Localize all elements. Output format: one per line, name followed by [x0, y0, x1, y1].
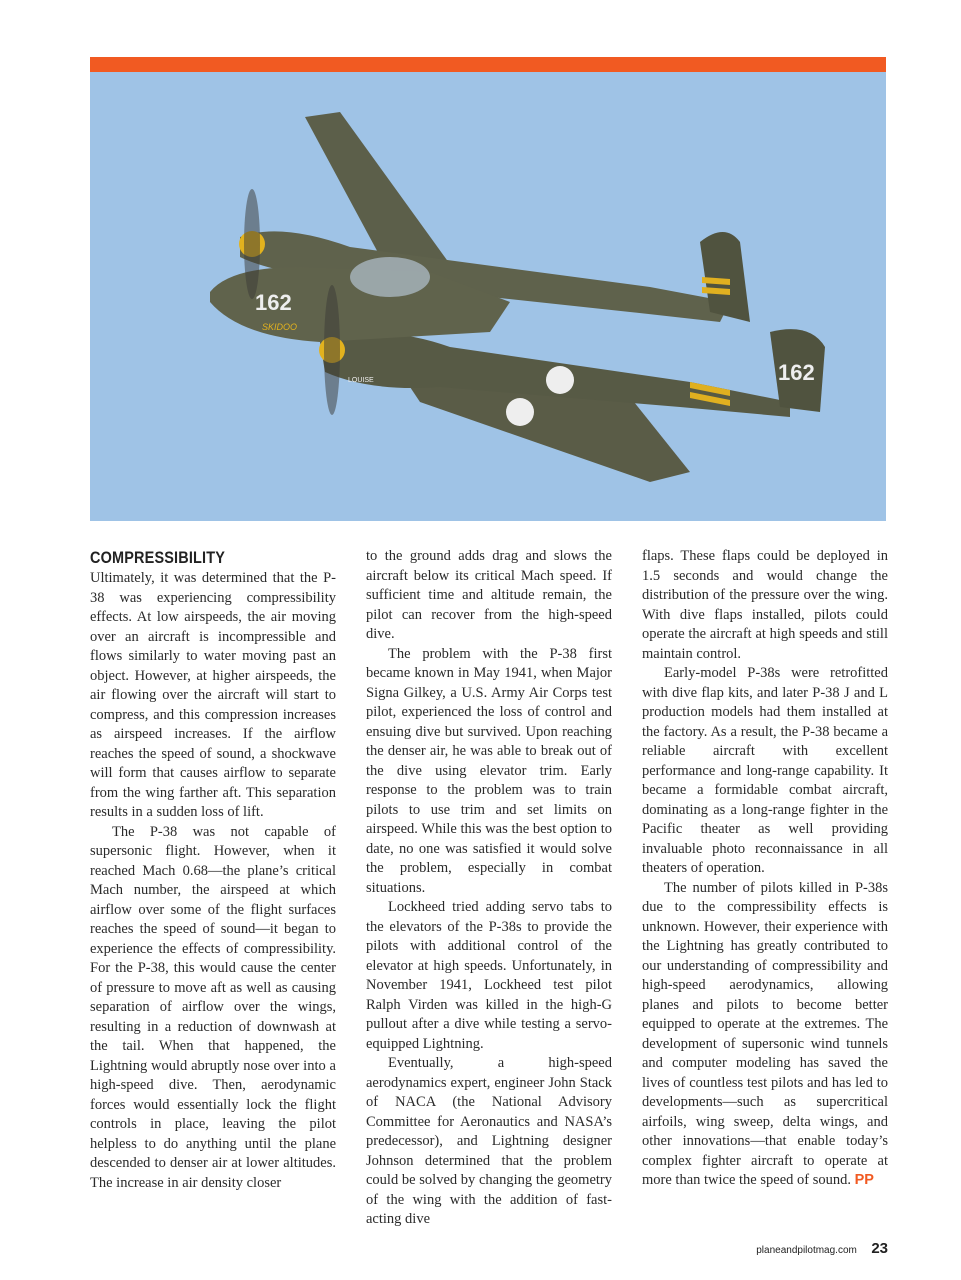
nose-number: 162: [255, 290, 292, 315]
paragraph: The problem with the P-38 first became known in May 1941, when Major Signa Gilkey, a U.S. Army Air Corps test pilot, experienced the loss of control and ensuing dive but survived. Upon reaching the denser air, he was able to break out of the dive using elevator trim. Early response to the problem was to train pilots to use trim and set limits on airspeed. While this was the best option to date, no one was satisfied it would solve the problem, especially in combat situations.: [366, 645, 612, 896]
end-mark: PP: [854, 1172, 874, 1188]
paragraph: Early-model P-38s were retrofitted with dive flap kits, and later P-38 J and L production models had them installed at the factory. As a result, the P-38 became a reliable aircraft with excellent performance and long-range capability. It became a formidable combat aircraft, dominating as a long-range fighter in the Pacific theater as well providing invaluable photo reconnaissance in all theaters of operation.: [642, 665, 888, 876]
nacelle-name: LOUISE: [348, 377, 374, 384]
tail-number: 162: [778, 360, 815, 385]
website-url: planeandpilotmag.com: [756, 1245, 857, 1256]
page-footer: [756, 1240, 888, 1258]
text-column-1: [90, 547, 336, 1193]
page-number: 23: [871, 1240, 888, 1257]
paragraph: The P-38 was not capable of supersonic flight. However, when it reached Mach 0.68—the plane’s critical Mach number, the airspeed at which airflow over some of the flight surfaces reaches the speed of sound—it began to experience the effects of compressibility. For the P-38, this would cause the center of pressure to move aft as well as causing separation of airflow over the wings, resulting in a reduction of downwash at the tail. When that happened, the Lightning would abruptly nose over into a high-speed dive. Then, aerodynamic forces would essentially lock the flight controls in place, leaving the pilot helpless to do anything until the plane descended to denser air at lower altitudes. The increase in air density closer: [90, 823, 336, 1191]
text-column-3: [642, 547, 888, 1191]
paragraph: to the ground adds drag and slows the aircraft below its critical Mach speed. If sufficient time and altitude remain, the pilot can recover from the high-speed dive.: [366, 548, 612, 642]
p38-lightning-photo: [90, 72, 886, 521]
paragraph: Eventually, a high-speed aerodynamics expert, engineer John Stack of NACA (the National Advisory Committee for Aeronautics and NASA’s predecessor), and Lightning designer Johnson determined that the problem could be solved by changing the geometry of the wing with the addition of fast-acting dive: [366, 1055, 612, 1227]
paragraph: Lockheed tried adding servo tabs to the elevators of the P-38s to provide the pilots with additional control of the elevator at high speeds. Unfortunately, in November 1941, Lockheed test pilot Ralph Virden was killed in the high-G pullout after a dive while testing a servo-equipped Lightning.: [366, 899, 612, 1052]
paragraph: Ultimately, it was determined that the P-38 was experiencing compressibility effects. At low airspeeds, the air moving over an aircraft is incompressible and flows similarly to water moving past an object. However, at higher airspeeds, the air flowing over the aircraft will start to compress, and this compression increases as airspeed increases. If the airflow reaches the speed of sound, a shockwave will form that causes airflow to separate from the wing farther aft. This separation results in a sudden loss of lift.: [90, 570, 336, 820]
paragraph-final: [642, 879, 888, 1191]
nose-art-name: SKIDOO: [262, 322, 298, 332]
section-heading: COMPRESSIBILITY: [90, 548, 226, 567]
paragraph-text: The number of pilots killed in P-38s due to the compressibility effects is unknown. However, their experience with the Lightning has greatly contributed to our understanding of compressibility and high-speed aerodynamics, allowing planes and pilots to become better equipped to operate at the extremes. The development of supersonic wind tunnels and computer modeling has saved the lives of countless test pilots and has led to developments—such as supercritical airfoils, wing sweep, delta wings, and other innovations—that enable today’s complex fighter aircraft to operate at more than twice the speed of sound.: [642, 879, 888, 1188]
paragraph: flaps. These flaps could be deployed in 1.5 seconds and would change the distribution of the pressure over the wing. With dive flaps installed, pilots could operate the aircraft at high speeds and still maintain control.: [642, 548, 888, 662]
text-column-2: [366, 547, 612, 1230]
accent-bar: [90, 57, 886, 72]
